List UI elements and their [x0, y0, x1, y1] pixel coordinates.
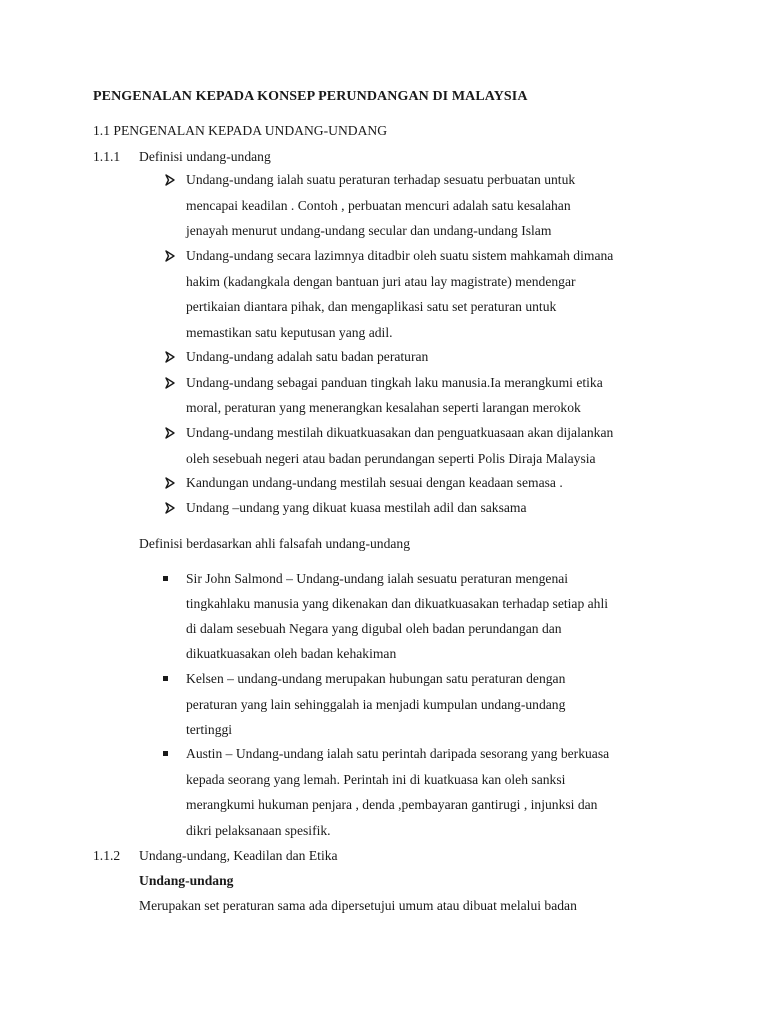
arrow-bullet-icon — [164, 502, 178, 516]
square-bullet-icon — [163, 576, 168, 581]
arrow-bullet-icon — [164, 351, 178, 365]
arrow-bullet-icon — [164, 174, 178, 188]
list-item-line: pertikaian diantara pihak, dan mengaplikasi satu set peraturan untuk — [186, 299, 557, 314]
list-item-line: Undang-undang mestilah dikuatkuasakan dan penguatkuasaan akan dijalankan — [186, 425, 614, 440]
square-bullet-icon — [163, 676, 168, 681]
definisi-heading: Definisi berdasarkan ahli falsafah undang-undang — [139, 536, 411, 551]
list-item-line: Undang-undang secara lazimnya ditadbir oleh suatu sistem mahkamah dimana — [186, 248, 614, 263]
paragraph-line: Merupakan set peraturan sama ada dipersetujui umum atau dibuat melalui badan — [139, 898, 577, 913]
list-item-line: Undang-undang sebagai panduan tingkah laku manusia.Ia merangkumi etika — [186, 375, 603, 390]
list-item-line: tingkahlaku manusia yang dikenakan dan dikuatkuasakan terhadap setiap ahli — [186, 596, 609, 611]
list-item-line: memastikan satu keputusan yang adil. — [186, 325, 393, 340]
subsection-1-1-2-heading: Undang-undang, Keadilan dan Etika — [139, 848, 338, 863]
section-1-1-heading: 1.1 PENGENALAN KEPADA UNDANG-UNDANG — [93, 123, 388, 138]
arrow-bullet-icon — [164, 377, 178, 391]
list-item-line: Undang-undang adalah satu badan peraturan — [186, 349, 429, 364]
arrow-bullet-icon — [164, 477, 178, 491]
subsection-1-1-1-number: 1.1.1 — [93, 149, 121, 164]
list-item-line: merangkumi hukuman penjara , denda ,pembayaran gantirugi , injunksi dan — [186, 797, 598, 812]
list-item-line: oleh sesebuah negeri atau badan perundangan seperti Polis Diraja Malaysia — [186, 451, 596, 466]
arrow-bullet-icon — [164, 250, 178, 264]
list-item-line: tertinggi — [186, 722, 233, 737]
list-item-line: Kandungan undang-undang mestilah sesuai dengan keadaan semasa . — [186, 475, 563, 490]
list-item-line: dikri pelaksanaan spesifik. — [186, 823, 331, 838]
list-item-line: Sir John Salmond – Undang-undang ialah sesuatu peraturan mengenai — [186, 571, 569, 586]
list-item-line: jenayah menurut undang-undang secular dan undang-undang Islam — [186, 223, 552, 238]
undang-undang-heading: Undang-undang — [139, 873, 234, 888]
page-title: PENGENALAN KEPADA KONSEP PERUNDANGAN DI MALAYSIA — [93, 89, 528, 104]
list-item-line: Kelsen – undang-undang merupakan hubungan satu peraturan dengan — [186, 671, 566, 686]
list-item-line: Austin – Undang-undang ialah satu perintah daripada sesorang yang berkuasa — [186, 746, 610, 761]
arrow-bullet-icon — [164, 427, 178, 441]
square-bullet-icon — [163, 751, 168, 756]
list-item-line: mencapai keadilan . Contoh , perbuatan mencuri adalah satu kesalahan — [186, 198, 571, 213]
list-item-line: di dalam sesebuah Negara yang digubal oleh badan perundangan dan — [186, 621, 562, 636]
list-item-line: Undang-undang ialah suatu peraturan terhadap sesuatu perbuatan untuk — [186, 172, 576, 187]
list-item-line: hakim (kadangkala dengan bantuan juri atau lay magistrate) mendengar — [186, 274, 576, 289]
list-item-line: Undang –undang yang dikuat kuasa mestilah adil dan saksama — [186, 500, 527, 515]
list-item-line: dikuatkuasakan oleh badan kehakiman — [186, 646, 397, 661]
subsection-1-1-1-heading: Definisi undang-undang — [139, 149, 271, 164]
subsection-1-1-2-number: 1.1.2 — [93, 848, 121, 863]
list-item-line: moral, peraturan yang menerangkan kesalahan seperti larangan merokok — [186, 400, 581, 415]
list-item-line: kepada seorang yang lemah. Perintah ini di kuatkuasa kan oleh sanksi — [186, 772, 566, 787]
list-item-line: peraturan yang lain sehinggalah ia menjadi kumpulan undang-undang — [186, 697, 566, 712]
